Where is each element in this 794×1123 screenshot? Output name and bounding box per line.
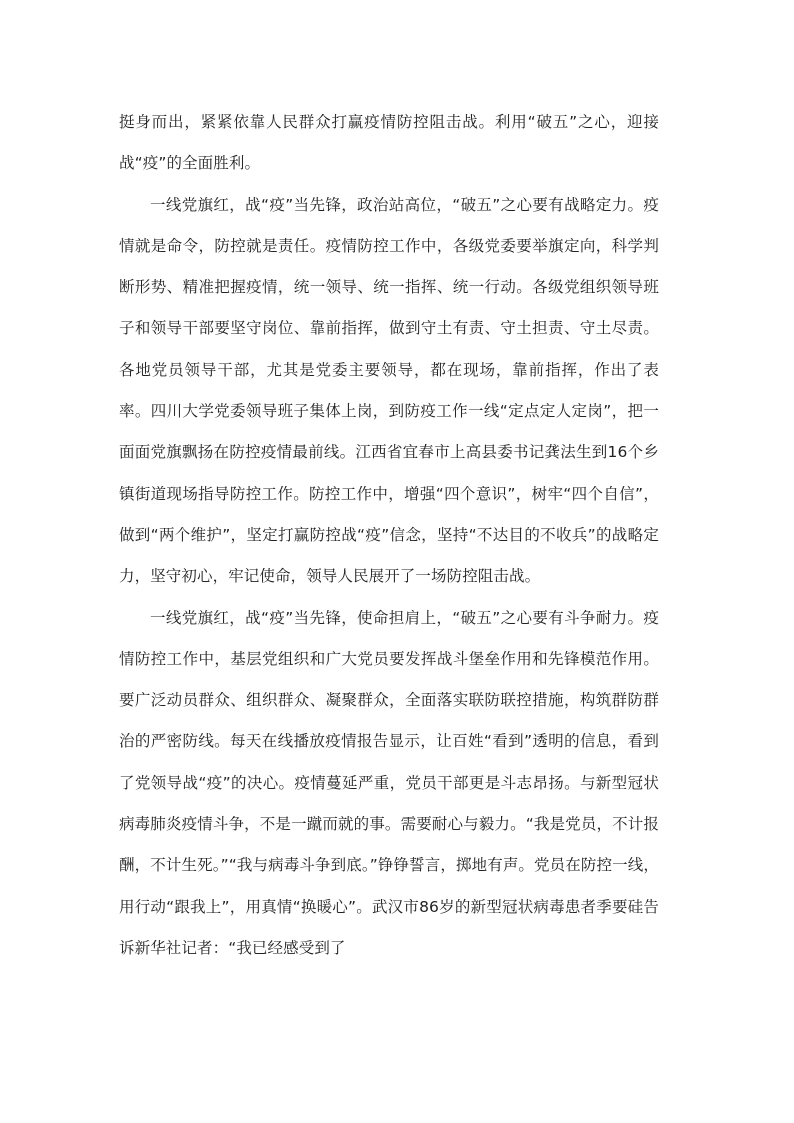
document-body xyxy=(119,102,659,969)
paragraph-strategic-determination: 一线党旗红，战“疫”当先锋，政治站高位，“破五”之心要有战略定力。疫情就是命令，防控就是责任。疫情防控工作中，各级党委要举旗定向，科学判断形势、精准把握疫情，统一领导、统一指挥、统一行动。各级党组织领导班子和领导干部要坚守岗位、靠前指挥，做到守土有责、守土担责、守土尽责。各地党员领导干部，尤其是党委主要领导，都在现场，靠前指挥，作出了表率。四川大学党委领导班子集体上岗，到防疫工作一线“定点定人定岗”，把一面面党旗飘扬在防控疫情最前线。江西省宜春市上高县委书记龚法生到16个乡镇街道现场指导防控工作。防控工作中，增强“四个意识”，树牢“四个自信”，做到“两个维护”，坚定打赢防控战“疫”信念，坚持“不达目的不收兵”的战略定力，坚守初心，牢记使命，领导人民展开了一场防控阻击战。 xyxy=(119,195,659,586)
paragraph-struggle-endurance: 一线党旗红，战“疫”当先锋，使命担肩上，“破五”之心要有斗争耐力。疫情防控工作中，基层党组织和广大党员要发挥战斗堡垒作用和先锋模范作用。要广泛动员群众、组织群众、凝聚群众，全面落实联防联控措施，构筑群防群治的严密防线。每天在线播放疫情报告显示，让百姓“看到”透明的信息，看到了党领导战“疫”的决心。疫情蔓延严重，党员干部更是斗志昂扬。与新型冠状病毒肺炎疫情斗争，不是一蹴而就的事。需要耐心与毅力。“我是党员，不计报酬，不计生死。”“我与病毒斗争到底。”铮铮誓言，掷地有声。党员在防控一线，用行动“跟我上”，用真情“换暖心”。武汉市86岁的新型冠状病毒患者季要硅告诉新华社记者：“我已经感受到了 xyxy=(119,608,659,957)
paragraph-continuation: 挺身而出，紧紧依靠人民群众打赢疫情防控阻击战。利用“破五”之心，迎接战“疫”的全面胜利。 xyxy=(119,113,659,173)
